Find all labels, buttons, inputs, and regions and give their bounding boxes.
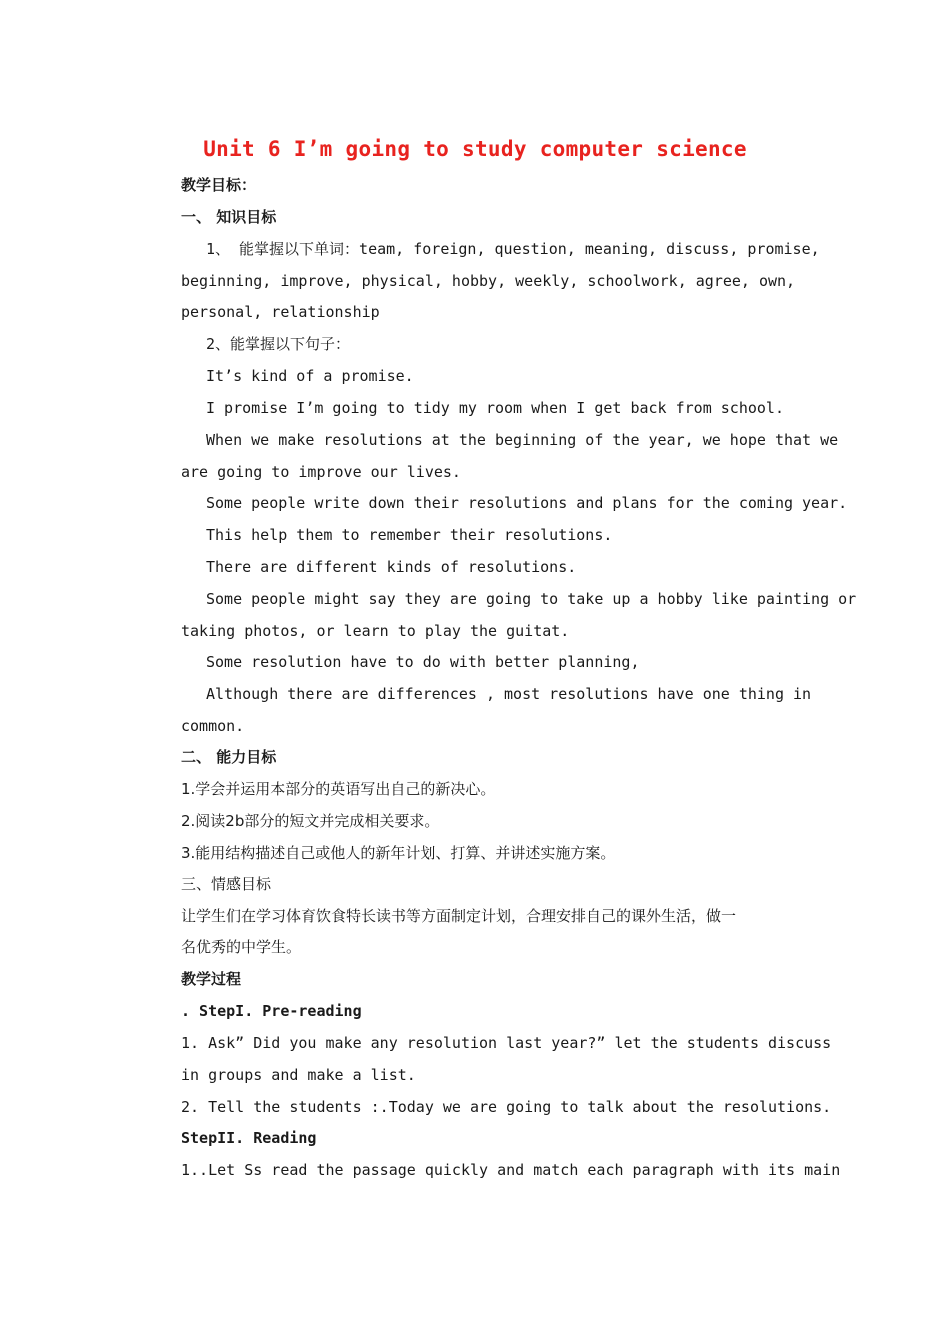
step2-item: 1..Let Ss read the passage quickly and match each paragraph with its main <box>181 1161 841 1179</box>
document-title: Unit 6 I’m going to study computer science <box>203 137 747 161</box>
sentence-line: I promise I’m going to tidy my room when I get back from school. <box>206 399 784 417</box>
sentence-line: This help them to remember their resolutions. <box>206 526 613 544</box>
ability-heading: 二、 能力目标 <box>181 748 277 766</box>
emotion-line: 让学生们在学习体育饮食特长读书等方面制定计划，合理安排自己的课外生活，做一 <box>181 907 737 925</box>
knowledge-heading: 一、 知识目标 <box>181 208 277 226</box>
emotion-heading: 三、情感目标 <box>181 875 272 893</box>
emotion-line: 名优秀的中学生。 <box>181 938 302 956</box>
process-heading: 教学过程 <box>181 970 242 988</box>
sentence-line: taking photos, or learn to play the guitat. <box>181 622 570 640</box>
step1-item: 2. Tell the students :.Today we are going to talk about the resolutions. <box>181 1098 832 1116</box>
words-line-1: 1、 能掌握以下单词：team, foreign, question, meaning, discuss, promise, <box>206 240 820 258</box>
step1-item: in groups and make a list. <box>181 1066 416 1084</box>
words-line-2: beginning, improve, physical, hobby, weekly, schoolwork, agree, own, <box>181 272 796 290</box>
step1-item: 1. Ask” Did you make any resolution last year?” let the students discuss <box>181 1034 832 1052</box>
ability-item: 1.学会并运用本部分的英语写出自己的新决心。 <box>181 780 496 798</box>
sentence-line: There are different kinds of resolutions. <box>206 558 577 576</box>
sentence-line: Although there are differences , most resolutions have one thing in <box>206 685 812 703</box>
sentence-line: Some resolution have to do with better planning, <box>206 653 640 671</box>
sentences-label: 2、能掌握以下句子： <box>206 335 351 353</box>
step1-heading: . StepI. Pre-reading <box>181 1002 362 1020</box>
sentence-line: It’s kind of a promise. <box>206 367 414 385</box>
sentence-line: are going to improve our lives. <box>181 463 461 481</box>
words-line-3: personal, relationship <box>181 303 380 321</box>
sentence-line: common. <box>181 717 245 735</box>
ability-item: 2.阅读2b部分的短文并完成相关要求。 <box>181 812 440 830</box>
objectives-heading: 教学目标： <box>181 176 257 194</box>
sentence-line: Some people write down their resolutions and plans for the coming year. <box>206 494 848 512</box>
ability-item: 3.能用结构描述自己或他人的新年计划、打算、并讲述实施方案。 <box>181 844 616 862</box>
sentence-line: Some people might say they are going to take up a hobby like painting or <box>206 590 857 608</box>
step2-heading: StepII. Reading <box>181 1129 317 1147</box>
sentence-line: When we make resolutions at the beginning of the year, we hope that we <box>206 431 839 449</box>
